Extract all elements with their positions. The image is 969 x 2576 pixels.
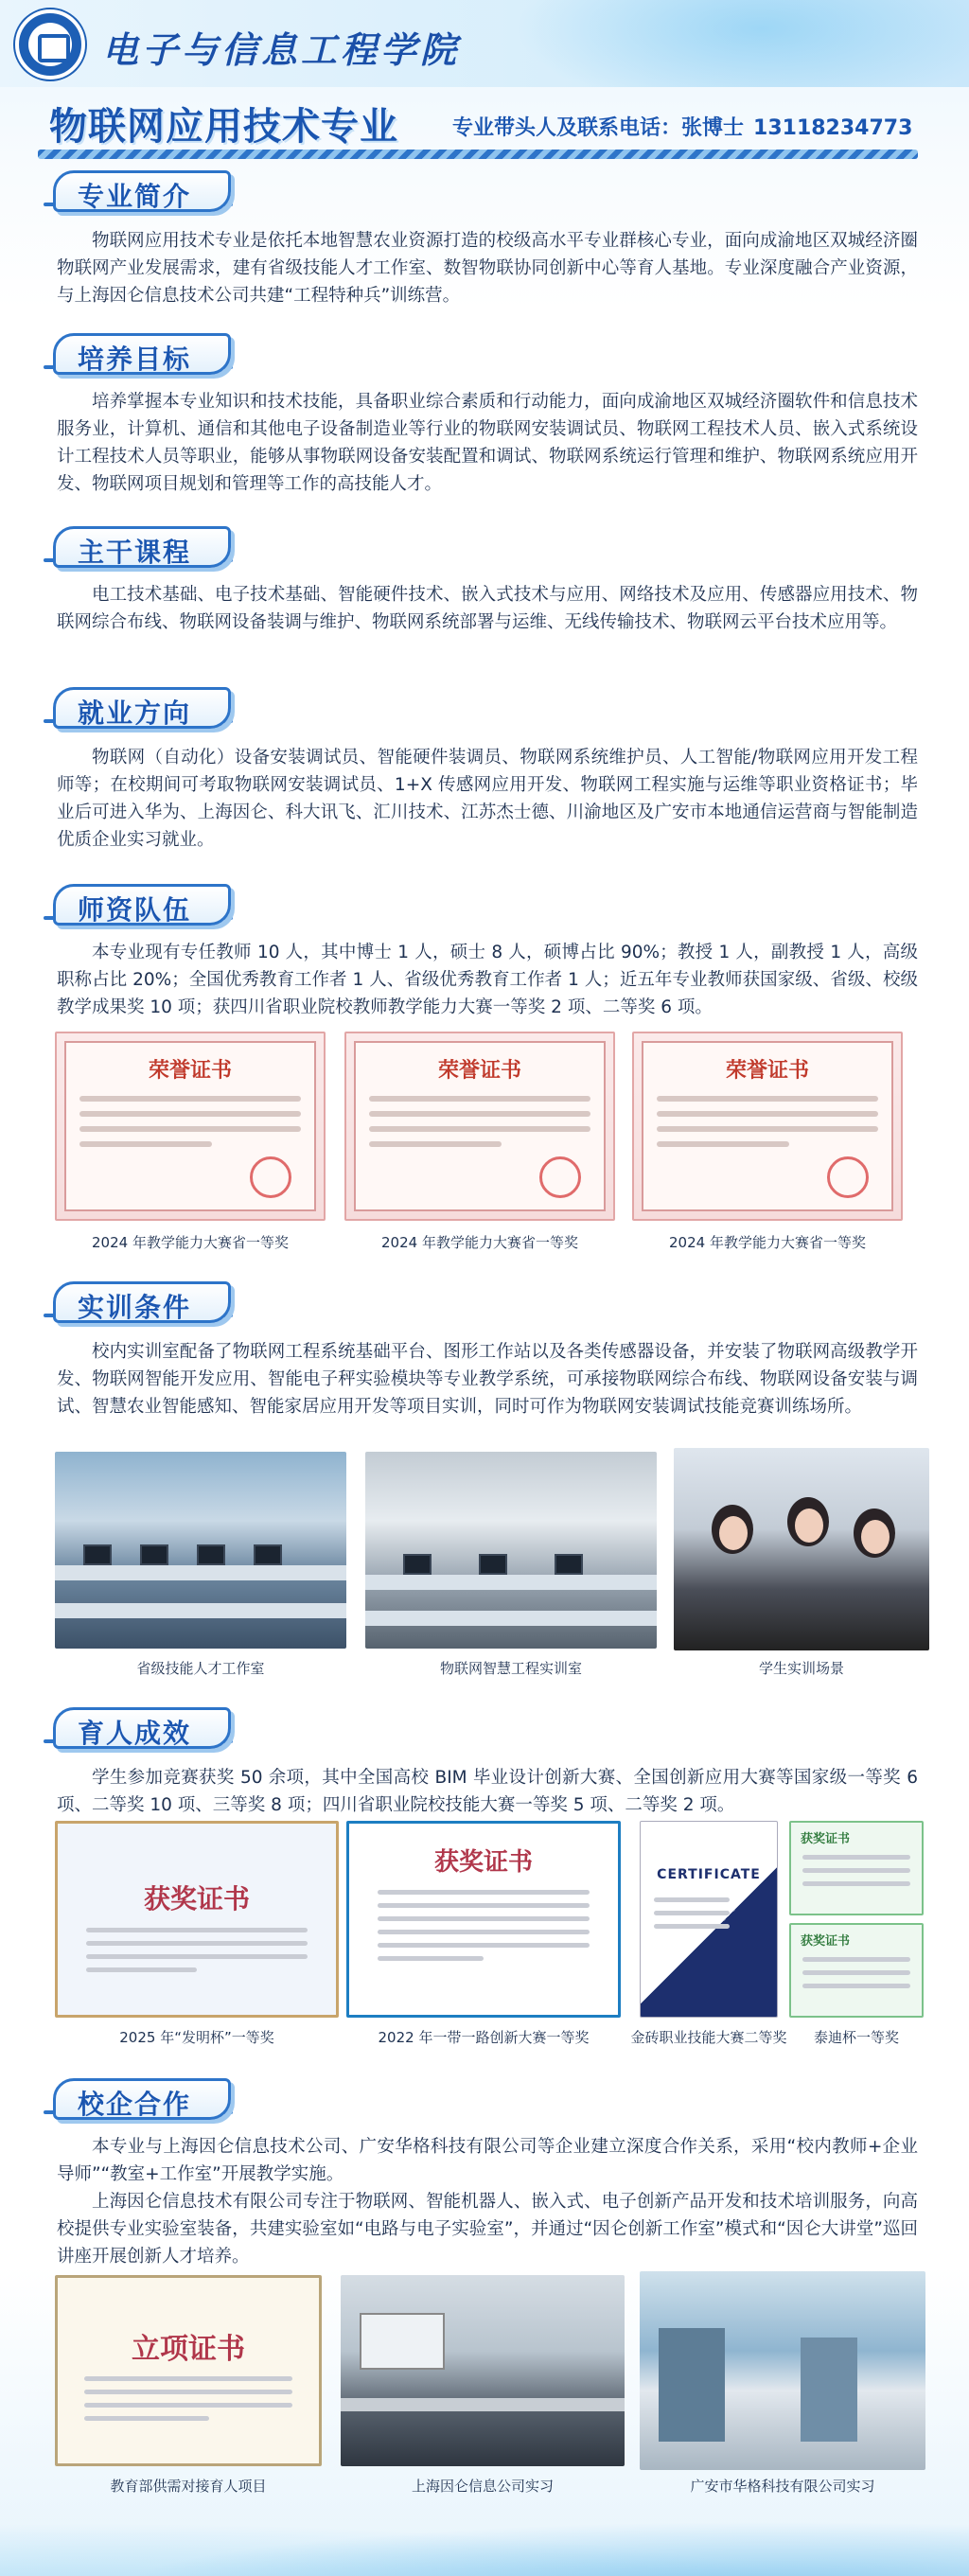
section-heading-career: 就业方向 (53, 687, 233, 731)
results-caption-1: 2025 年“发明杯”一等奖 (119, 2029, 274, 2046)
footer-wave (0, 2510, 969, 2576)
career-text: 物联网（自动化）设备安装调试员、智能硬件装调员、物联网系统维护员、人工智能/物联网应用开发工程师等；在校期间可考取物联网安装调试员、1+X 传感网应用开发、物联网工程实施与运维等职业资格证书；毕业后可进入华为、上海因仑、科大讯飞、汇川技术、江苏杰士德、川渝地区及广安市本地通信运营商与智能制造优质企业实习就业。 (57, 748, 918, 850)
section-heading-courses: 主干课程 (53, 526, 233, 570)
results-caption-2: 2022 年一带一路创新大赛一等奖 (378, 2029, 590, 2046)
results-cert-4a: 获奖证书 (789, 1821, 924, 1915)
section-heading-faculty: 师资队伍 (53, 884, 233, 927)
training-caption-2: 物联网智慧工程实训室 (439, 1660, 582, 1677)
major-title: 物联网应用技术专业 (49, 105, 398, 149)
section-heading-results: 育人成效 (53, 1707, 233, 1751)
section-heading-intro: 专业简介 (53, 170, 233, 214)
goal-text: 培养掌握本专业知识和技术技能，具备职业综合素质和行动能力，面向成渝地区双城经济圈软件和信息技术服务业，计算机、通信和其他电子设备制造业等行业的物联网安装调试员、物联网工程技术人员、嵌入式系统设计工程技术人员等职业，能够从事物联网设备安装配置和调试、物联网系统运行管理和维护、物联网系统应用开发、物联网项目规划和管理等工作的高技能人才。 (57, 392, 918, 494)
leader-contact (452, 112, 912, 141)
training-photo-3 (674, 1448, 929, 1650)
coop-photo-2 (341, 2275, 625, 2466)
section-heading-goal: 培养目标 (53, 333, 233, 377)
training-caption-3: 学生实训场景 (758, 1660, 844, 1677)
intro-text: 物联网应用技术专业是依托本地智慧农业资源打造的校级高水平专业群核心专业，面向成渝地区双城经济圈物联网产业发展需求，建有省级技能人才工作室、数智物联协同创新中心等育人基地。专业深度融合产业资源，与上海因仑信息技术公司共建“工程特种兵”训练营。 (57, 231, 918, 306)
faculty-cert-2: 荣誉证书 (344, 1032, 615, 1221)
coop-text (57, 2133, 918, 2270)
coop-photo-3 (640, 2271, 925, 2470)
results-cert-1: 获奖证书 (55, 1821, 339, 2018)
coop-caption-2: 上海因仑信息公司实习 (411, 2478, 554, 2495)
faculty-caption-3: 2024 年教学能力大赛省一等奖 (669, 1234, 866, 1251)
faculty-cert-1: 荣誉证书 (55, 1032, 326, 1221)
faculty-caption-1: 2024 年教学能力大赛省一等奖 (92, 1234, 289, 1251)
college-name: 电子与信息工程学院 (102, 28, 461, 71)
section-heading-coop: 校企合作 (53, 2078, 233, 2122)
faculty-cert-3: 荣誉证书 (632, 1032, 903, 1221)
results-caption-4: 泰迪杯一等奖 (813, 2029, 899, 2046)
faculty-text: 本专业现有专任教师 10 人，其中博士 1 人，硕士 8 人，硕博占比 90%；教授 1 人，副教授 1 人，高级职称占比 20%；全国优秀教育工作者 1 人、省级优秀教育工作者 1 人；近五年专业教师获国家级、省级、校级教学成果奖 10 项；获四川省职业院校教师教学能力大赛一等奖 2 项、二等奖 6 项。 (57, 943, 918, 1017)
training-photo-1 (55, 1452, 346, 1649)
leader-phone: 13118234773 (753, 116, 913, 140)
coop-text-1: 本专业与上海因仑信息技术公司、广安华格科技有限公司等企业建立深度合作关系，采用“校内教师+企业导师”“教室+工作室”开展教学实施。 (57, 2137, 918, 2184)
title-divider (38, 150, 918, 159)
results-cert-3: CERTIFICATE (640, 1821, 778, 2018)
coop-text-2: 上海因仑信息技术有限公司专注于物联网、智能机器人、嵌入式、电子创新产品开发和技术培训服务，向高校提供专业实验室装备，共建实验室如“电路与电子实验室”，并通过“因仑创新工作室”模式和“因仑大讲堂”巡回讲座开展创新人才培养。 (57, 2192, 918, 2267)
college-logo-icon (15, 9, 85, 79)
training-text: 校内实训室配备了物联网工程系统基础平台、图形工作站以及各类传感器设备，并安装了物联网高级教学开发、物联网智能开发应用、智能电子秤实验模块等专业教学系统，可承接物联网综合布线、物联网设备安装与调试、智慧农业智能感知、智能家居应用开发等项目实训，同时可作为物联网安装调试技能竞赛训练场所。 (57, 1342, 918, 1417)
header-banner (0, 0, 969, 87)
coop-caption-1: 教育部供需对接育人项目 (110, 2478, 267, 2495)
results-text: 学生参加竞赛获奖 50 余项，其中全国高校 BIM 毕业设计创新大赛、全国创新应用大赛等国家级一等奖 6 项、二等奖 10 项、三等奖 8 项；四川省职业院校技能大赛一等奖 5 项、二等奖 2 项。 (57, 1768, 918, 1815)
results-caption-3: 金砖职业技能大赛二等奖 (630, 2029, 787, 2046)
results-cert-2: 获奖证书 (346, 1821, 621, 2018)
section-heading-training: 实训条件 (53, 1281, 233, 1325)
leader-label: 专业带头人及联系电话：张博士 (452, 116, 745, 140)
courses-text: 电工技术基础、电子技术基础、智能硬件技术、嵌入式技术与应用、网络技术及应用、传感器应用技术、物联网综合布线、物联网设备装调与维护、物联网系统部署与运维、无线传输技术、物联网云平台技术应用等。 (57, 585, 918, 632)
faculty-caption-2: 2024 年教学能力大赛省一等奖 (381, 1234, 578, 1251)
coop-cert: 立项证书 (55, 2275, 322, 2466)
training-caption-1: 省级技能人才工作室 (136, 1660, 265, 1677)
training-photo-2 (365, 1452, 657, 1649)
coop-caption-3: 广安市华格科技有限公司实习 (690, 2478, 875, 2495)
results-cert-4b: 获奖证书 (789, 1923, 924, 2018)
